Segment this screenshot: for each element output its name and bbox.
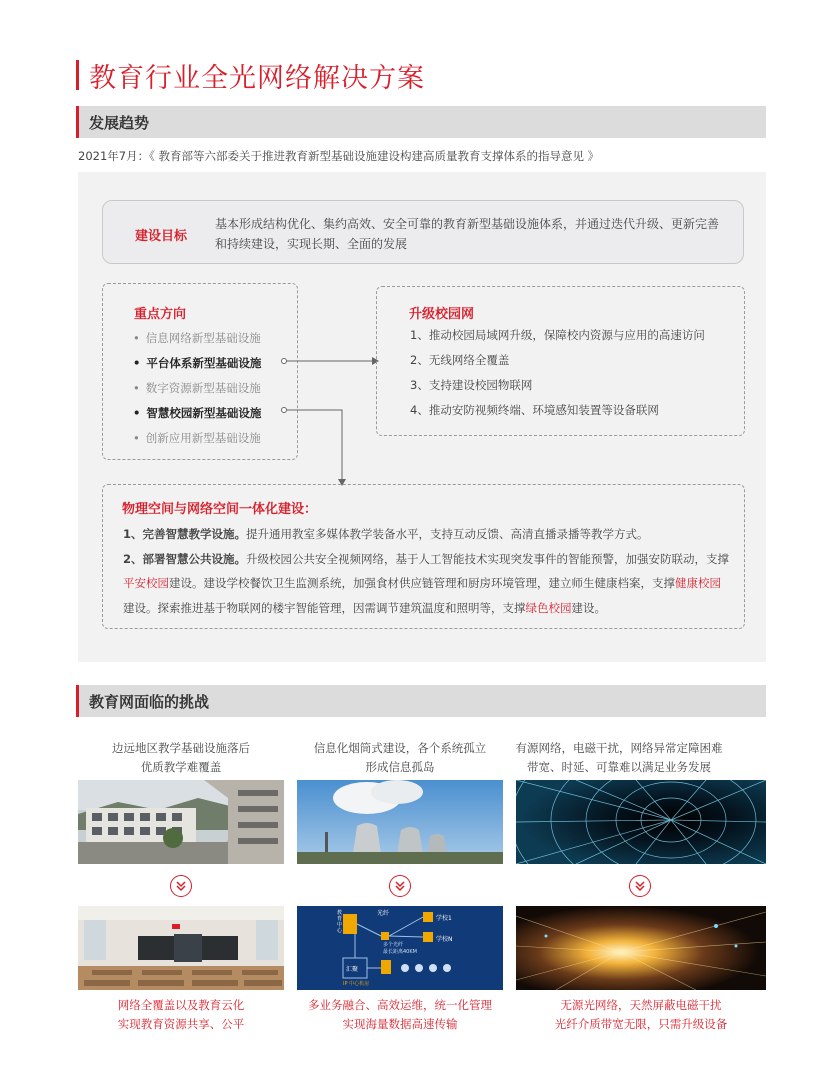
school-n-label: 学校N xyxy=(436,936,453,943)
caption-line: 无源光网络，天然屏蔽电磁干扰 xyxy=(560,998,722,1012)
node-note-line: 多个光纤 xyxy=(383,942,404,948)
highlight-healthy-campus: 健康校园 xyxy=(675,576,721,590)
caption-line: 实现海量数据高速传输 xyxy=(342,1017,458,1031)
page-title-block xyxy=(76,58,425,92)
solution-caption-2 xyxy=(297,996,503,1034)
para-text: 建设。建设学校餐饮卫生监测系统，加强食材供应链管理和厨房环境管理，建立师生健康档案，支撑 xyxy=(169,576,675,590)
challenge-caption-3 xyxy=(494,739,744,777)
room-note: IP 中心机房 xyxy=(343,981,370,987)
para-text: 建设。 xyxy=(571,600,606,615)
chevron-down-icon xyxy=(629,875,651,897)
solution-caption-1 xyxy=(78,996,284,1034)
goal-text: 基本形成结构优化、集约高效、安全可靠的教育新型基础设施体系，并通过迭代升级、更新完善和持续建设，实现长期、全面的发展 xyxy=(215,217,720,251)
focus-title: 重点方向 xyxy=(134,307,187,322)
cooling-tower-image xyxy=(297,780,503,864)
section-header-challenges xyxy=(76,685,766,717)
physical-para-2 xyxy=(123,547,729,621)
challenge-caption-1 xyxy=(78,739,284,777)
title-accent-bar xyxy=(76,60,79,90)
classroom-image xyxy=(78,906,284,990)
focus-item: • 平台体系新型基础设施 xyxy=(133,355,261,380)
school-1-label: 学校1 xyxy=(436,915,452,922)
section-accent-bar xyxy=(76,685,79,717)
caption-line: 有源网络，电磁干扰，网络异常定障困难 xyxy=(515,741,723,755)
para-lead: 1、完善智慧教学设施。 xyxy=(123,527,247,541)
upgrade-title: 升级校园网 xyxy=(409,307,475,322)
focus-item: • 信息网络新型基础设施 xyxy=(133,330,261,355)
section-title: 发展趋势 xyxy=(89,113,150,132)
caption-line: 网络全覆盖以及教育云化 xyxy=(117,998,245,1012)
section-title: 教育网面临的挑战 xyxy=(89,692,210,711)
challenge-caption-2 xyxy=(297,739,503,777)
caption-line: 形成信息孤岛 xyxy=(365,760,435,774)
section-accent-bar xyxy=(76,106,79,138)
upgrade-item: 1、推动校园局域网升级，保障校内资源与应用的高速访问 xyxy=(410,328,705,342)
solution-caption-3 xyxy=(516,996,766,1034)
caption-line: 光纤介质带宽无限，只需升级设备 xyxy=(554,1017,728,1031)
upgrade-item: 4、推动安防视频终端、环境感知装置等设备联网 xyxy=(410,403,659,417)
caption-line: 带宽、时延、可靠难以满足业务发展 xyxy=(527,760,711,774)
optical-fiber-image xyxy=(516,906,766,990)
caption-line: 多业务融合、高效运维，统一化管理 xyxy=(308,998,492,1012)
para-lead: 2、部署智慧公共设施。 xyxy=(123,551,247,566)
page-title: 教育行业全光网络解决方案 xyxy=(89,62,425,94)
highlight-safe-campus: 平安校园 xyxy=(123,576,169,590)
fiber-label: 光纤 xyxy=(377,910,390,917)
para-text: 建设。探索推进基于物联网的楼宇智能管理，因需调节建筑温度和照明等，支撑 xyxy=(123,600,526,615)
caption-line: 边远地区教学基础设施落后 xyxy=(112,741,250,755)
fiber-node-note xyxy=(383,942,417,956)
physical-para-1 xyxy=(123,522,729,547)
caption-line: 实现教育资源共享、公平 xyxy=(117,1017,245,1031)
physical-body xyxy=(123,522,729,620)
para-text: 提升通用教室多媒体教学装备水平，支持互动反馈、高清直播录播等教学方式。 xyxy=(246,527,649,541)
school-building-image xyxy=(78,780,284,864)
upgrade-item: 2、无线网络全覆盖 xyxy=(410,353,510,367)
caption-line: 信息化烟筒式建设，各个系统孤立 xyxy=(313,741,487,755)
edu-center-label: 教育中心 xyxy=(337,910,343,934)
upgrade-item: 3、支持建设校园物联网 xyxy=(410,378,533,392)
section-header-trends xyxy=(76,106,766,138)
para-text: 升级校园公共安全视频网络，基于人工智能技术实现突发事件的智能预警，加强安防联动，支撑 xyxy=(246,551,730,566)
network-diagram-image xyxy=(297,906,503,990)
policy-note: 2021年7月：《 教育部等六部委关于推进教育新型基础设施建设构建高质量教育支撑体系的指导意见 》 xyxy=(78,149,600,163)
chevron-down-icon xyxy=(170,875,192,897)
focus-item: • 智慧校园新型基础设施 xyxy=(133,405,261,430)
center-label: 汇聚 xyxy=(346,966,359,973)
caption-line: 优质教学难覆盖 xyxy=(140,760,222,774)
physical-title: 物理空间与网络空间一体化建设： xyxy=(122,502,318,517)
upgrade-list xyxy=(410,327,705,427)
focus-item: • 创新应用新型基础设施 xyxy=(133,430,261,455)
node-note-line: 最长距离40KM xyxy=(383,949,417,955)
goal-label: 建设目标 xyxy=(135,229,188,244)
wireframe-tunnel-image xyxy=(516,780,766,864)
focus-item: • 数字资源新型基础设施 xyxy=(133,380,261,405)
focus-list xyxy=(133,330,261,455)
chevron-down-icon xyxy=(389,875,411,897)
goal-box xyxy=(102,200,744,264)
highlight-green-campus: 绿色校园 xyxy=(525,600,572,615)
